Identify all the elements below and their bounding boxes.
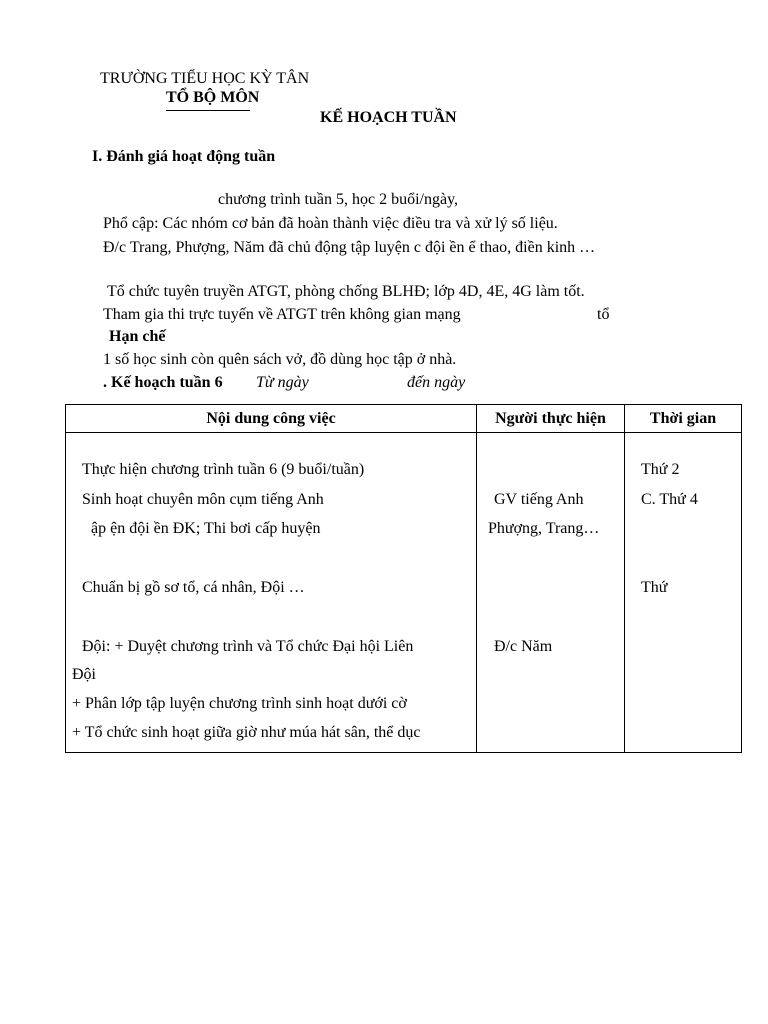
- person-line: Đ/c Năm: [494, 638, 553, 655]
- content-line: Thực hiện chương trình tuần 6 (9 buổi/tuần): [82, 461, 365, 478]
- section-1-line: Tham gia thi trực tuyến về ATGT trên không gian mạng: [103, 306, 461, 323]
- content-line: + Tổ chức sinh hoạt giữa giờ như múa hát sân, thể dục: [72, 724, 421, 741]
- section-2-heading: . Kế hoạch tuần 6: [103, 374, 223, 391]
- person-line: GV tiếng Anh: [494, 491, 584, 508]
- content-line: Sinh hoạt chuyên môn cụm tiếng Anh: [82, 491, 324, 508]
- table-row: [66, 433, 742, 753]
- person-line: Phượng, Trang…: [488, 520, 600, 537]
- content-line: Đội: [72, 666, 96, 683]
- column-header-person: Người thực hiện: [477, 405, 625, 433]
- time-line: Thứ 2: [641, 461, 680, 478]
- section-1-line: Tổ chức tuyên truyền ATGT, phòng chống BLHĐ; lớp 4D, 4E, 4G làm tốt.: [107, 283, 585, 300]
- column-header-content: Nội dung công việc: [66, 405, 477, 433]
- time-line: C. Thứ 4: [641, 491, 698, 508]
- content-line: + Phân lớp tập luyện chương trình sinh hoạt dưới cờ: [72, 695, 407, 712]
- page-title: KẾ HOẠCH TUẦN: [320, 109, 457, 126]
- person-cell: [477, 433, 625, 753]
- department-name: TỔ BỘ MÔN: [166, 89, 260, 106]
- content-line: Đội: + Duyệt chương trình và Tổ chức Đại hội Liên: [82, 638, 414, 655]
- content-cell: [66, 433, 477, 753]
- content-line: ập ện đội ền ĐK; Thi bơi cấp huyện: [91, 520, 321, 537]
- department-underline: [166, 110, 250, 111]
- section-1-line: Phổ cập: Các nhóm cơ bản đã hoàn thành việc điều tra và xử lý số liệu.: [103, 215, 558, 232]
- section-1-heading: I. Đánh giá hoạt động tuần: [92, 148, 276, 165]
- section-1-line: tổ: [597, 306, 610, 323]
- weekly-plan-table: [65, 404, 742, 753]
- column-header-time: Thời gian: [625, 405, 742, 433]
- from-date-label: Từ ngày: [256, 374, 309, 391]
- content-line: Chuẩn bị gồ sơ tổ, cá nhân, Đội …: [82, 579, 305, 596]
- school-name: TRƯỜNG TIỂU HỌC KỲ TÂN: [100, 70, 310, 87]
- table-header-row: [66, 405, 742, 433]
- limitation-text: 1 số học sinh còn quên sách vở, đồ dùng học tập ở nhà.: [103, 351, 457, 368]
- to-date-label: đến ngày: [407, 374, 466, 391]
- time-cell: [625, 433, 742, 753]
- limitation-heading: Hạn chế: [109, 328, 166, 345]
- section-1-line: chương trình tuần 5, học 2 buổi/ngày,: [218, 191, 459, 208]
- time-line: Thứ: [641, 579, 668, 596]
- section-1-line: Đ/c Trang, Phượng, Năm đã chủ động tập luyện c đội ền ể thao, điền kinh …: [103, 239, 596, 256]
